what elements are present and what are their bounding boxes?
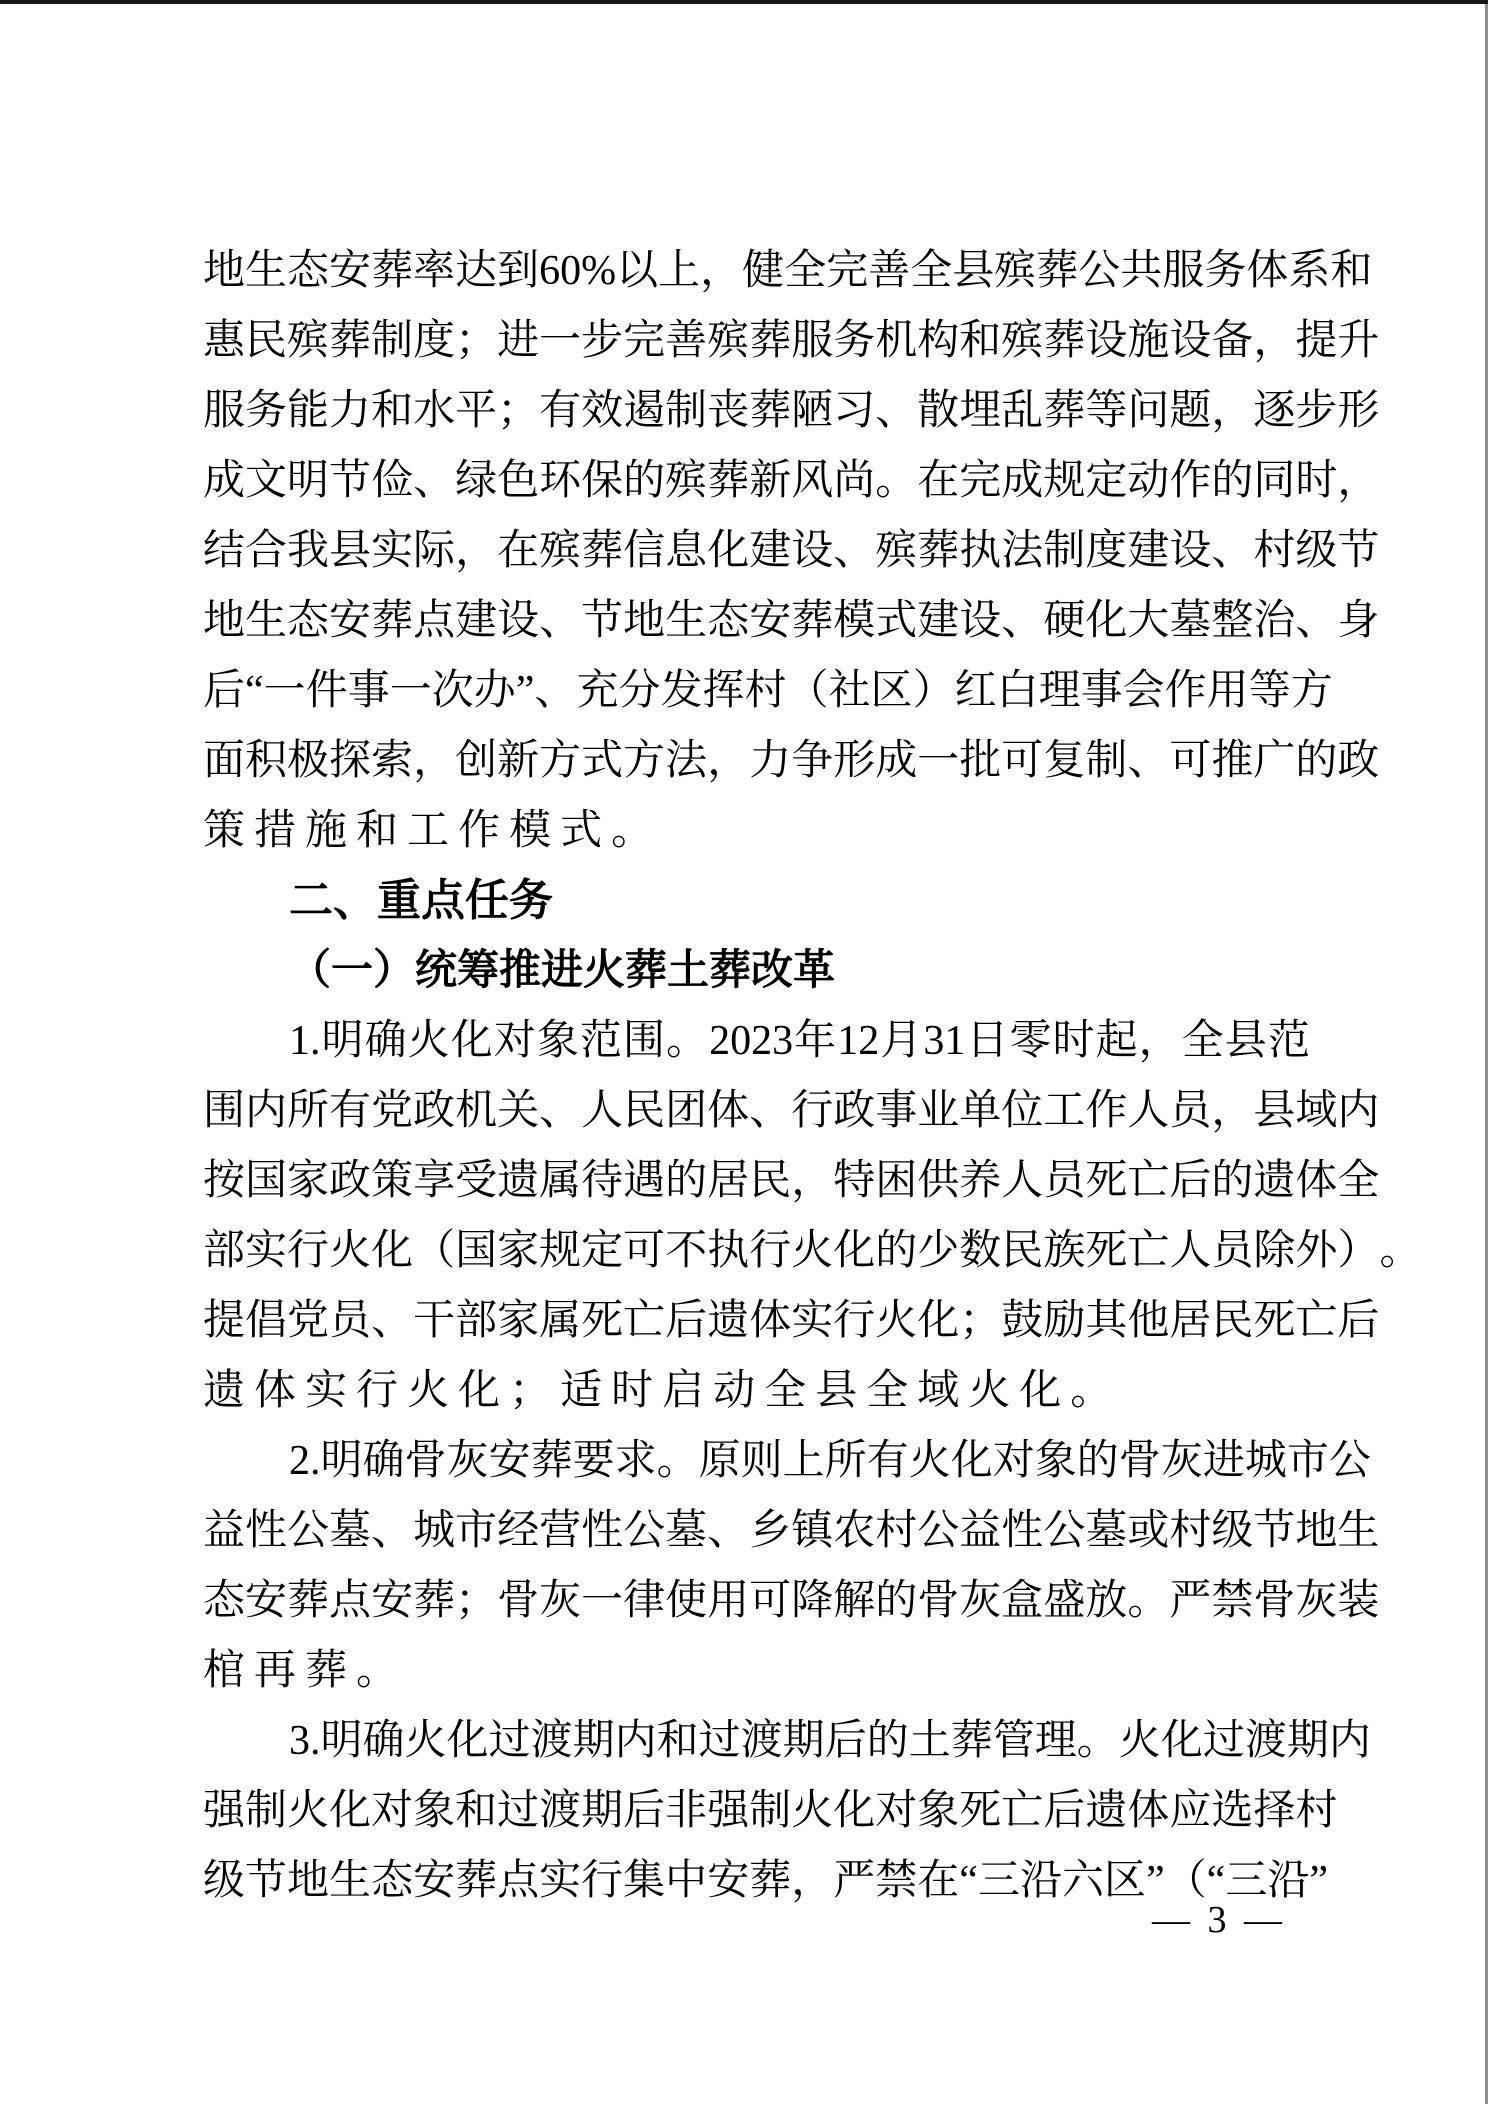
page-number: — 3 — xyxy=(1152,1899,1286,1941)
text-line: 惠 民 殡 葬 制 度 ； 进 一 步 完 善 殡 葬 服 务 机 构 和 殡 葬 设 施 设 备 ， 提 升 xyxy=(203,318,1380,364)
text-line: 按 国 家 政 策 享 受 遗 属 待 遇 的 居 民 ， 特 困 供 养 人 员 死 亡 后 的 遗 体 全 xyxy=(203,1158,1380,1204)
text-line: 益 性 公 墓 、 城 市 经 营 性 公 墓 、 乡 镇 农 村 公 益 性 公 墓 或 村 级 节 地 生 xyxy=(203,1508,1380,1554)
text-line: 结 合 我 县 实 际 ， 在 殡 葬 信 息 化 建 设 、 殡 葬 执 法 制 度 建 设 、 村 级 节 xyxy=(203,528,1380,574)
text-line: 后 “ 一 件 事 一 次 办 ” 、 充 分 发 挥 村 （ 社 区 ） 红 白 理 事 会 作 用 等 方 xyxy=(203,668,1333,714)
text-line: 策 措 施 和 工 作 模 式 。 xyxy=(203,808,654,854)
paragraph-first-line: 1. 明 确 火 化 对 象 范 围 。 2023 年 12 月 31 日 零 时 起 ， 全 县 范 xyxy=(289,1018,1310,1064)
text-line: 棺 再 葬 。 xyxy=(203,1648,399,1694)
text-line: 强 制 火 化 对 象 和 过 渡 期 后 非 强 制 火 化 对 象 死 亡 后 遗 体 应 选 择 村 xyxy=(203,1788,1338,1834)
text-line: 地 生 态 安 葬 率 达 到 60% 以 上 ， 健 全 完 善 全 县 殡 葬 公 共 服 务 体 系 和 xyxy=(203,248,1373,294)
text-line: 地 生 态 安 葬 点 建 设 、 节 地 生 态 安 葬 模 式 建 设 、 硬 化 大 墓 整 治 、 身 xyxy=(203,598,1380,644)
text-line: 服 务 能 力 和 水 平 ； 有 效 遏 制 丧 葬 陋 习 、 散 埋 乱 葬 等 问 题 ， 逐 步 形 xyxy=(203,388,1380,434)
text-line: 成 文 明 节 俭 、 绿 色 环 保 的 殡 葬 新 风 尚 。 在 完 成 规 定 动 作 的 同 时 ， xyxy=(203,458,1380,504)
text-line: 级 节 地 生 态 安 葬 点 实 行 集 中 安 葬 ， 严 禁 在 “ 三 沿 六 区 ” （ “ 三 沿 ” xyxy=(203,1858,1329,1904)
scan-top-edge xyxy=(0,0,1488,4)
paragraph-first-line: 2. 明 确 骨 灰 安 葬 要 求 。 原 则 上 所 有 火 化 对 象 的 骨 灰 进 城 市 公 xyxy=(289,1438,1371,1484)
subsection-heading: （一）统筹推进火葬土葬改革 xyxy=(289,948,836,994)
text-line: 部 实 行 火 化 （ 国 家 规 定 可 不 执 行 火 化 的 少 数 民 族 死 亡 人 员 除 外 ） 。 xyxy=(203,1228,1422,1274)
text-line: 面 积 极 探 索 ， 创 新 方 式 方 法 ， 力 争 形 成 一 批 可 复 制 、 可 推 广 的 政 xyxy=(203,738,1380,784)
text-line: 围 内 所 有 党 政 机 关 、 人 民 团 体 、 行 政 事 业 单 位 工 作 人 员 ， 县 域 内 xyxy=(203,1088,1380,1134)
section-heading: 二、重点任务 xyxy=(289,875,553,926)
paragraph-first-line: 3. 明 确 火 化 过 渡 期 内 和 过 渡 期 后 的 土 葬 管 理 。 火 化 过 渡 期 内 xyxy=(289,1718,1371,1764)
text-line: 提 倡 党 员 、 干 部 家 属 死 亡 后 遗 体 实 行 火 化 ； 鼓 励 其 他 居 民 死 亡 后 xyxy=(203,1298,1380,1344)
text-line: 遗 体 实 行 火 化 ； 适 时 启 动 全 县 全 域 火 化 。 xyxy=(203,1368,1113,1414)
text-line: 态 安 葬 点 安 葬 ； 骨 灰 一 律 使 用 可 降 解 的 骨 灰 盒 盛 放 。 严 禁 骨 灰 装 xyxy=(203,1578,1380,1624)
text-block xyxy=(203,236,1422,1916)
